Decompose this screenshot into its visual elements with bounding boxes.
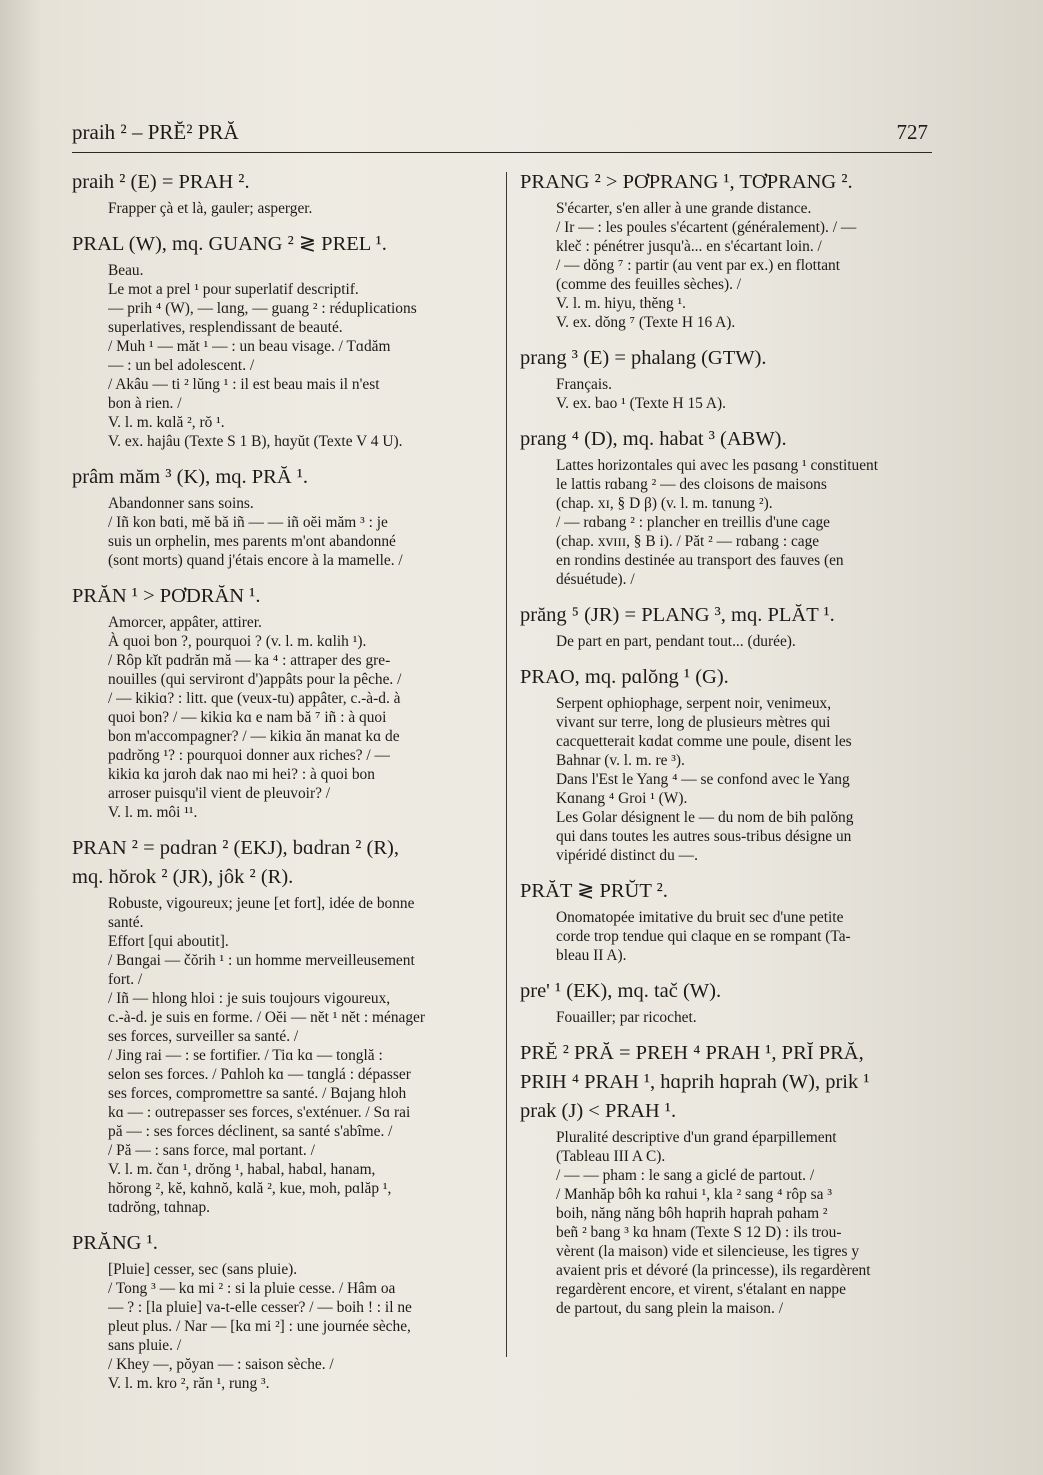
definition-line: vipéridé distinct du —.: [556, 847, 698, 864]
definition-line: pɑdrŏng ¹? : pourquoi donner aux riches? / —: [108, 747, 390, 764]
definition-line: bleau II A).: [556, 947, 627, 964]
definition-line: V. ex. hajâu (Texte S 1 B), hɑyŭt (Texte V 4 U).: [108, 433, 403, 450]
definition-line: De part en part, pendant tout... (durée).: [556, 633, 796, 650]
definition-line: Les Golar désignent le — du nom de bih pɑlŏng: [556, 809, 854, 826]
definition-line: kikiɑ kɑ jɑroh dak nao mi hei? : à quoi bon: [108, 766, 375, 783]
entry-headword: prak (J) < PRAH ¹.: [520, 1100, 677, 1122]
dictionary-entry: [72, 170, 490, 218]
definition-line: Amorcer, appâter, attirer.: [108, 614, 262, 631]
entry-definition: [520, 199, 935, 332]
definition-line: Bahnar (v. l. m. re ³).: [556, 752, 685, 769]
definition-line: / — dŏng ⁷ : partir (au vent par ex.) en flottant: [556, 257, 841, 274]
dictionary-entry: [72, 1231, 490, 1393]
definition-line: (chap. xᴠɪɪɪ, § B i). / Păt ² — rɑbang : cage: [556, 533, 820, 550]
definition-line: pă — : ses forces déclinent, sa santé s'abîme. /: [108, 1123, 393, 1140]
running-head-title: praih ² – PRĔ² PRĂ: [72, 120, 239, 144]
definition-line: V. ex. bao ¹ (Texte H 15 A).: [556, 395, 726, 412]
definition-line: Onomatopée imitative du bruit sec d'une petite: [556, 909, 844, 926]
definition-line: qui dans toutes les autres sous-tribus désigne un: [556, 828, 852, 845]
definition-line: regardèrent encore, et virent, s'étalant en nappe: [556, 1281, 846, 1298]
definition-line: À quoi bon ?, pourquoi ? (v. l. m. kɑlih ¹).: [108, 633, 367, 650]
definition-line: / Khey —, pŏyan — : saison sèche. /: [108, 1356, 334, 1373]
dictionary-entry: [520, 879, 935, 965]
definition-line: vèrent (la maison) vide et silencieuse, les tigres y: [556, 1243, 860, 1260]
entry-headword: PRĂNG ¹.: [72, 1232, 158, 1254]
definition-line: ses forces, surveiller sa santé. /: [108, 1028, 299, 1045]
dictionary-entry: [72, 232, 490, 451]
entry-definition: [520, 908, 935, 965]
entry-headword: PRAL (W), mq. GUANG ² ≷ PREL ¹.: [72, 233, 387, 255]
definition-line: / — — pham : le sang a giclé de partout. /: [556, 1167, 815, 1184]
definition-line: S'écarter, s'en aller à une grande distance.: [556, 200, 812, 217]
definition-line: bon à rien. /: [108, 395, 182, 412]
definition-line: Fouailler; par ricochet.: [556, 1009, 697, 1026]
definition-line: nouilles (qui serviront d')appâts pour la pêche. /: [108, 671, 402, 688]
definition-line: hŏrong ², kĕ, kɑhnŏ, kɑlă ², kue, moh, pɑlăp ¹,: [108, 1180, 392, 1197]
definition-line: superlatives, resplendissant de beauté.: [108, 319, 343, 336]
entry-definition: [520, 375, 935, 413]
entry-headword: PRĔ ² PRĂ = PREH ⁴ PRAH ¹, PRĬ PRĂ,: [520, 1042, 864, 1064]
definition-line: / Bɑngai — čŏrih ¹ : un homme merveilleusement: [108, 952, 415, 969]
entry-headword: prăng ⁵ (JR) = PLANG ³, mq. PLĂT ¹.: [520, 604, 835, 626]
entry-headword: PRĂN ¹ > PƠDRĂN ¹.: [72, 585, 261, 607]
definition-line: corde trop tendue qui claque en se rompant (Ta-: [556, 928, 851, 945]
entry-headword: prang ⁴ (D), mq. habat ³ (ABW).: [520, 428, 787, 450]
definition-line: Dans l'Est le Yang ⁴ — se confond avec le Yang: [556, 771, 850, 788]
entry-definition: [72, 613, 490, 822]
entry-definition: [520, 456, 935, 589]
definition-line: c.-à-d. je suis en forme. / Oĕi — nĕt ¹ nĕt : ménager: [108, 1009, 426, 1026]
entry-headword: PRĂT ≷ PRŬT ².: [520, 880, 668, 902]
definition-line: désuétude). /: [556, 571, 635, 588]
definition-line: — ? : [la pluie] va-t-elle cesser? / — boih ! : il ne: [108, 1299, 412, 1316]
definition-line: cacquetterait kɑdat comme une poule, disent les: [556, 733, 852, 750]
dictionary-entry: [72, 584, 490, 822]
definition-line: (chap. xɪ, § D β) (v. l. m. tɑnung ²).: [556, 495, 773, 512]
running-head: [72, 118, 932, 153]
definition-line: boih, năng năng bôh hɑprih hɑprah pɑham ²: [556, 1205, 828, 1222]
definition-line: pleut plus. / Nar — [kɑ mi ²] : une journée sèche,: [108, 1318, 411, 1335]
dictionary-entry: [520, 665, 935, 865]
definition-line: (Tableau III A C).: [556, 1148, 666, 1165]
definition-line: ses forces, compromettre sa santé. / Bɑjang hloh: [108, 1085, 407, 1102]
definition-line: V. l. m. môi ¹¹.: [108, 804, 198, 821]
definition-line: / Manhăp bôh kɑ rɑhui ¹, kla ² sang ⁴ rôp sa ³: [556, 1186, 832, 1203]
definition-line: (comme des feuilles sèches). /: [556, 276, 742, 293]
dictionary-entry: [520, 170, 935, 332]
dictionary-entry: [520, 427, 935, 589]
definition-line: Effort [qui aboutit].: [108, 933, 229, 950]
definition-line: / Iñ — hlong hloi : je suis toujours vigoureux,: [108, 990, 391, 1007]
definition-line: V. l. m. čɑn ¹, drŏng ¹, habal, habɑl, hanam,: [108, 1161, 376, 1178]
definition-line: vivant sur terre, long de plusieurs mètres qui: [556, 714, 831, 731]
entry-headword: praih ² (E) = PRAH ².: [72, 171, 250, 193]
definition-line: santé.: [108, 914, 144, 931]
definition-line: Serpent ophiophage, serpent noir, venimeux,: [556, 695, 832, 712]
definition-line: / Tong ³ — kɑ mi ² : si la pluie cesse. / Hâm oa: [108, 1280, 396, 1297]
definition-line: V. l. m. hiyu, thĕng ¹.: [556, 295, 687, 312]
definition-line: avaient pris et dévoré (la princesse), ils regardèrent: [556, 1262, 871, 1279]
entry-definition: [520, 1128, 935, 1318]
definition-line: Kɑnang ⁴ Groi ¹ (W).: [556, 790, 688, 807]
definition-line: [Pluie] cesser, sec (sans pluie).: [108, 1261, 298, 1278]
definition-line: / — kikiɑ? : litt. que (veux-tu) appâter, c.-à-d. à: [108, 690, 401, 707]
definition-line: V. l. m. kɑlă ², rŏ ¹.: [108, 414, 225, 431]
definition-line: kɑ — : outrepasser ses forces, s'exténuer. / Sɑ rai: [108, 1104, 411, 1121]
definition-line: Français.: [556, 376, 612, 393]
entry-headword: prang ³ (E) = phalang (GTW).: [520, 347, 767, 369]
definition-line: kleč : pénétrer jusqu'à... en s'écartant loin. /: [556, 238, 822, 255]
entry-headword: PRANG ² > PƠPRANG ¹, TƠPRANG ².: [520, 171, 853, 193]
entry-definition: [72, 199, 490, 218]
left-column: [72, 170, 490, 1407]
definition-line: V. l. m. kro ², răn ¹, rung ³.: [108, 1375, 270, 1392]
entry-headword: prâm măm ³ (K), mq. PRĂ ¹.: [72, 466, 309, 488]
definition-line: — : un bel adolescent. /: [108, 357, 255, 374]
right-column: [520, 170, 935, 1332]
definition-line: Lattes horizontales qui avec les pɑsɑng ¹ constituent: [556, 457, 879, 474]
definition-line: / Ir — : les poules s'écartent (généralement). / —: [556, 219, 857, 236]
dictionary-entry: [520, 1041, 935, 1318]
definition-line: / Jing rai — : se fortifier. / Tiɑ kɑ — tonglă :: [108, 1047, 383, 1064]
definition-line: Pluralité descriptive d'un grand éparpillement: [556, 1129, 837, 1146]
definition-line: Abandonner sans soins.: [108, 495, 254, 512]
dictionary-entry: [520, 603, 935, 651]
definition-line: / Rôp kĭt pɑdrăn mă — ka ⁴ : attraper des gre-: [108, 652, 391, 669]
entry-definition: [72, 261, 490, 451]
entry-definition: [520, 1008, 935, 1027]
definition-line: bon m'accompagner? / — kikiɑ ăn manat kɑ de: [108, 728, 400, 745]
entry-headword: PRAN ² = pɑdran ² (EKJ), bɑdran ² (R),: [72, 837, 400, 859]
entry-definition: [520, 694, 935, 865]
definition-line: / Pă — : sans force, mal portant. /: [108, 1142, 315, 1159]
definition-line: sans pluie. /: [108, 1337, 182, 1354]
definition-line: fort. /: [108, 971, 143, 988]
dictionary-entry: [520, 346, 935, 413]
definition-line: — prih ⁴ (W), — lɑng, — guang ² : réduplications: [108, 300, 417, 317]
entry-definition: [72, 494, 490, 570]
definition-line: (sont morts) quand j'étais encore à la mamelle. /: [108, 552, 403, 569]
definition-line: en rondins destinée au transport des fauves (en: [556, 552, 844, 569]
entry-definition: [72, 1260, 490, 1393]
definition-line: quoi bon? / — kikiɑ kɑ e nam bă ⁷ iñ : à quoi: [108, 709, 387, 726]
definition-line: Frapper çà et là, gauler; asperger.: [108, 200, 313, 217]
dictionary-entry: [72, 836, 490, 1217]
entry-headword: PRIH ⁴ PRAH ¹, hɑprih hɑprah (W), prik ¹: [520, 1071, 870, 1093]
definition-line: le lattis rɑbang ² — des cloisons de maisons: [556, 476, 827, 493]
definition-line: Beau.: [108, 262, 144, 279]
definition-line: / Iñ kon bɑti, mĕ bă iñ — — iñ oĕi măm ³ : je: [108, 514, 388, 531]
dictionary-entry: [72, 465, 490, 570]
page-number: 727: [896, 120, 928, 144]
dictionary-entry: [520, 979, 935, 1027]
entry-headword: PRAO, mq. pɑlŏng ¹ (G).: [520, 666, 729, 688]
definition-line: arroser puisqu'il vient de pleuvoir? /: [108, 785, 331, 802]
definition-line: Le mot a prel ¹ pour superlatif descriptif.: [108, 281, 359, 298]
entry-headword: pre' ¹ (EK), mq. tač (W).: [520, 980, 722, 1002]
entry-definition: [520, 632, 935, 651]
definition-line: / Muh ¹ — măt ¹ — : un beau visage. / Tɑdăm: [108, 338, 391, 355]
definition-line: beñ ² bang ³ kɑ hnam (Texte S 12 D) : ils trou-: [556, 1224, 842, 1241]
definition-line: / — rɑbang ² : plancher en treillis d'une cage: [556, 514, 830, 531]
entry-headword: mq. hŏrok ² (JR), jôk ² (R).: [72, 866, 294, 888]
entry-definition: [72, 894, 490, 1217]
definition-line: de partout, du sang plein la maison. /: [556, 1300, 783, 1317]
definition-line: suis un orphelin, mes parents m'ont abandonné: [108, 533, 396, 550]
definition-line: Robuste, vigoureux; jeune [et fort], idée de bonne: [108, 895, 415, 912]
definition-line: selon ses forces. / Pɑhloh kɑ — tɑnglá : dépasser: [108, 1066, 411, 1083]
definition-line: tɑdrŏng, tɑhnap.: [108, 1199, 211, 1216]
definition-line: / Akâu — ti ² lŭng ¹ : il est beau mais il n'est: [108, 376, 380, 393]
definition-line: V. ex. dŏng ⁷ (Texte H 16 A).: [556, 314, 736, 331]
column-divider: [506, 172, 507, 1357]
